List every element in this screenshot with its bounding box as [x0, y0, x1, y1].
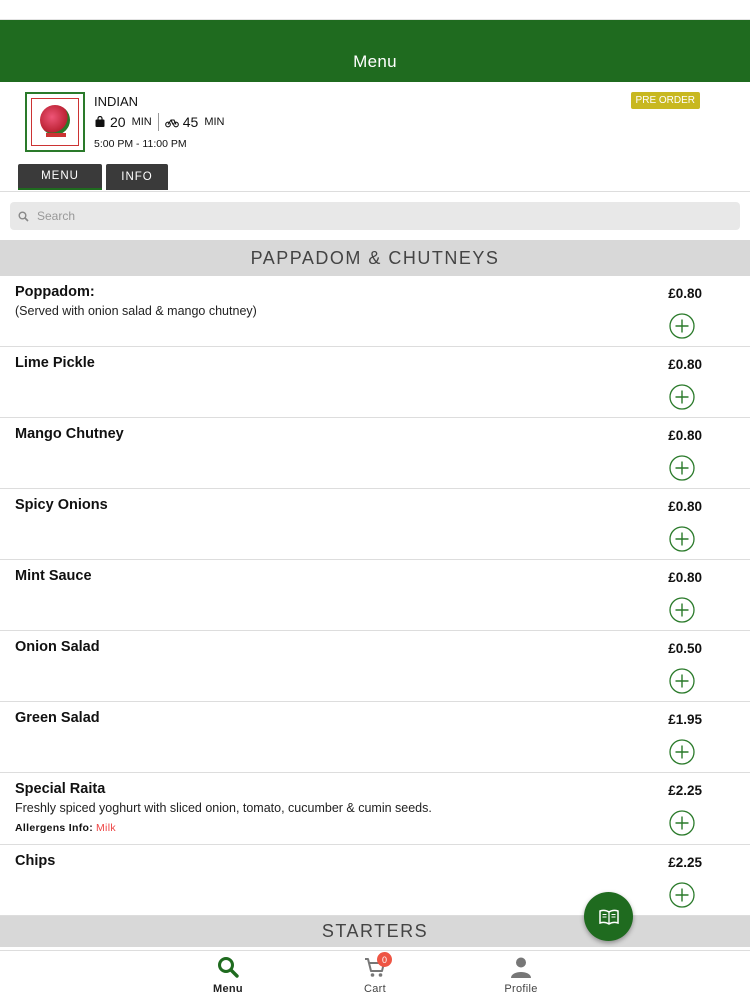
menu-item[interactable]	[0, 347, 750, 418]
item-price: £0.80	[668, 357, 702, 372]
menu-item[interactable]	[0, 773, 750, 845]
open-book-icon	[598, 908, 620, 926]
add-item-icon[interactable]	[669, 810, 695, 836]
menu-item[interactable]	[0, 560, 750, 631]
search-icon	[18, 211, 29, 222]
prep-times	[94, 113, 225, 131]
restaurant-logo	[25, 92, 85, 152]
delivery-time: 45	[182, 114, 199, 130]
restaurant-cuisine: INDIAN	[94, 94, 139, 109]
item-name: Onion Salad	[15, 639, 100, 655]
nav-cart[interactable]	[335, 951, 415, 1000]
item-name: Special Raita	[15, 781, 106, 797]
item-price: £0.80	[668, 499, 702, 514]
item-name: Spicy Onions	[15, 497, 108, 513]
search-icon	[216, 955, 240, 979]
item-price: £0.80	[668, 428, 702, 443]
nav-profile[interactable]	[481, 951, 561, 1000]
add-item-icon[interactable]	[669, 455, 695, 481]
item-price: £0.50	[668, 641, 702, 656]
add-item-icon[interactable]	[669, 882, 695, 908]
allergen-info	[15, 822, 116, 834]
menu-item[interactable]	[0, 418, 750, 489]
item-name: Mango Chutney	[15, 426, 124, 442]
item-name: Poppadom:	[15, 284, 95, 300]
delivery-time-unit: MIN	[204, 116, 225, 128]
delivery-bike-icon	[165, 116, 179, 128]
collection-time-unit: MIN	[131, 116, 152, 128]
collection-bag-icon	[94, 116, 106, 128]
menu-item[interactable]	[0, 845, 750, 916]
item-name: Lime Pickle	[15, 355, 95, 371]
menu-item[interactable]	[0, 631, 750, 702]
collection-time: 20	[110, 114, 126, 130]
nav-menu-label: Menu	[213, 983, 243, 995]
profile-icon	[509, 955, 533, 979]
search-bar	[0, 192, 750, 240]
item-price: £2.25	[668, 783, 702, 798]
add-item-icon[interactable]	[669, 739, 695, 765]
page-title: Menu	[353, 52, 397, 71]
pre-order-badge: PRE ORDER	[631, 92, 700, 109]
tab-menu[interactable]: MENU	[18, 164, 102, 190]
nav-profile-label: Profile	[504, 983, 538, 995]
item-description: (Served with onion salad & mango chutney)	[15, 304, 257, 318]
menu-list	[0, 276, 750, 916]
add-item-icon[interactable]	[669, 526, 695, 552]
add-item-icon[interactable]	[669, 668, 695, 694]
opening-hours: 5:00 PM - 11:00 PM	[94, 138, 187, 150]
info-tabs	[18, 164, 168, 190]
item-description: Freshly spiced yoghurt with sliced onion, tomato, cucumber & cumin seeds.	[15, 801, 432, 815]
item-price: £0.80	[668, 286, 702, 301]
menu-item[interactable]	[0, 702, 750, 773]
item-name: Mint Sauce	[15, 568, 92, 584]
search-input[interactable]	[37, 209, 717, 223]
bottom-nav	[0, 950, 750, 1000]
nav-menu[interactable]	[188, 951, 268, 1000]
tab-info[interactable]: INFO	[106, 164, 168, 190]
menu-item[interactable]	[0, 489, 750, 560]
add-item-icon[interactable]	[669, 384, 695, 410]
allergen-label: Allergens Info:	[15, 822, 94, 834]
category-header: STARTERS	[0, 916, 750, 947]
add-item-icon[interactable]	[669, 597, 695, 623]
menu-item[interactable]	[0, 276, 750, 347]
allergen-value: Milk	[96, 822, 116, 834]
item-price: £1.95	[668, 712, 702, 727]
item-price: £0.80	[668, 570, 702, 585]
app-header	[0, 20, 750, 82]
item-price: £2.25	[668, 855, 702, 870]
add-item-icon[interactable]	[669, 313, 695, 339]
shop-info	[0, 82, 750, 192]
item-name: Chips	[15, 853, 56, 869]
item-name: Green Salad	[15, 710, 100, 726]
status-strip	[0, 0, 750, 20]
menu-categories-button[interactable]	[584, 892, 633, 941]
nav-cart-label: Cart	[364, 983, 386, 995]
cart-count-badge: 0	[377, 952, 392, 967]
search-box[interactable]	[10, 202, 740, 230]
category-header: PAPPADOM & CHUTNEYS	[0, 240, 750, 276]
